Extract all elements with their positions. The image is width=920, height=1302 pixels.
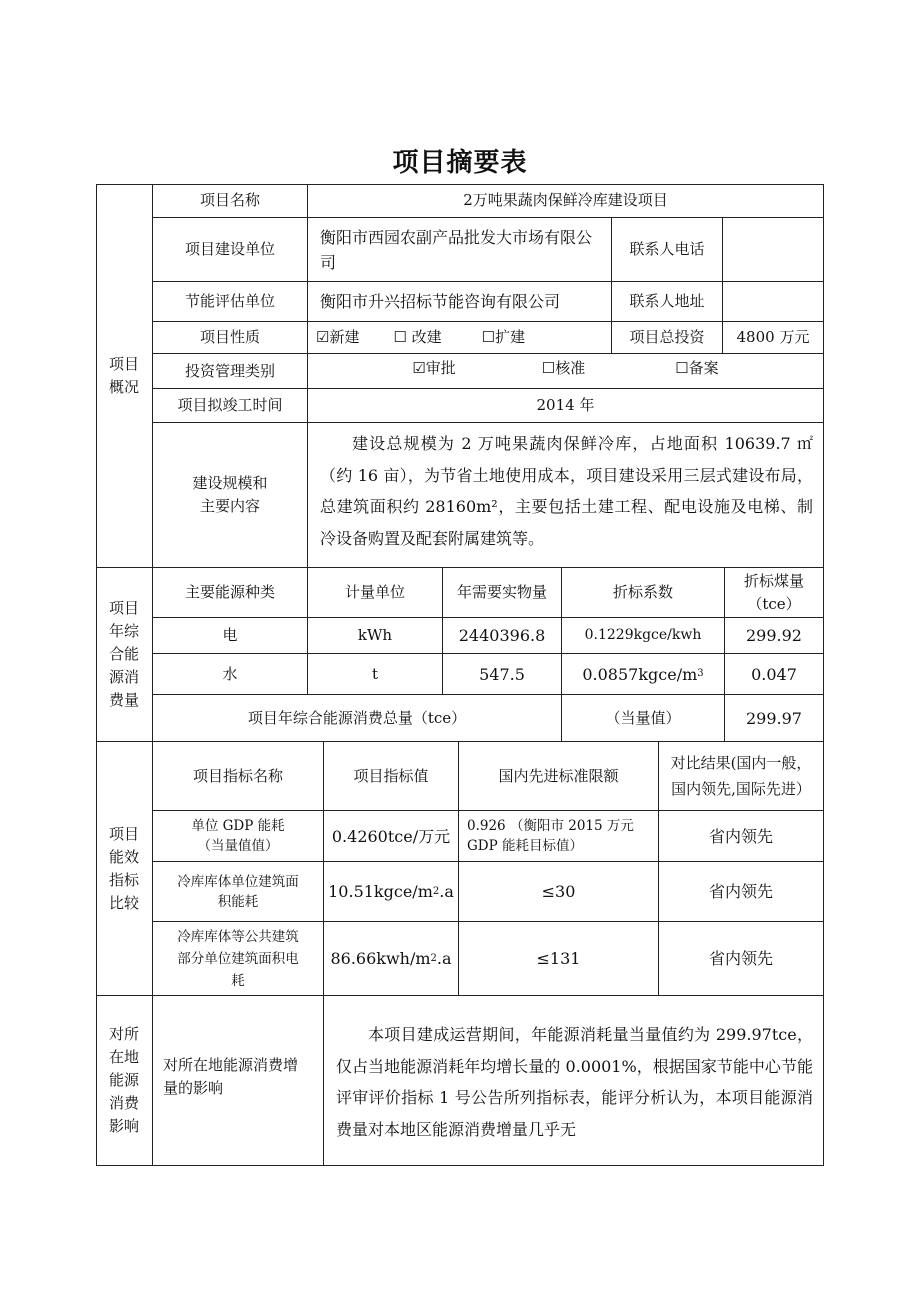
indicator-header-result: 对比结果(国内一般， 国内领先,国际先进） [659, 742, 824, 811]
energy-header-type: 主要能源种类 [153, 568, 308, 618]
indicator-row-result: 省内领先 [659, 862, 824, 922]
energy-header-factor: 折标系数 [562, 568, 725, 618]
invest-type-options [308, 354, 824, 389]
indicator-row-value: 0.4260tce/万元 [324, 811, 459, 862]
energy-row-coal: 299.92 [725, 618, 824, 654]
contact-phone-value [723, 218, 824, 282]
energy-row-type: 电 [153, 618, 308, 654]
section-overview-label: 项目概况 [96, 184, 153, 568]
indicator-row-result: 省内领先 [659, 811, 824, 862]
indicator-header-name: 项目指标名称 [153, 742, 324, 811]
indicator-header-value: 项目指标值 [324, 742, 459, 811]
indicator-row-name: 冷库库体等公共建筑 部分单位建筑面积电 耗 [153, 922, 324, 996]
energy-row-unit: t [308, 654, 443, 695]
checkbox-rebuild: ☐ 改建 [393, 328, 442, 346]
indicator-row-limit: ≤131 [459, 922, 659, 996]
energy-header-unit: 计量单位 [308, 568, 443, 618]
indicator-row-limit: 0.926 （衡阳市 2015 万元 GDP 能耗目标值） [459, 811, 659, 862]
impact-content: 本项目建成运营期间，年能源消耗量当量值约为 299.97tce，仅占当地能源消耗年均增长量的 0.0001%，根据国家节能中心节能评审评价指标 1 号公告所列指标表，能评分析认为，本项目能源消费量对本地区能源消费增量几乎无 [324, 996, 824, 1166]
indicator-row-value: 86.66kwh/m 2 .a [324, 922, 459, 996]
project-name-value: 2万吨果蔬肉保鲜冷库建设项目 [308, 184, 824, 218]
page-title: 项目摘要表 [392, 148, 528, 178]
builder-label: 项目建设单位 [153, 218, 308, 282]
energy-row-quantity: 2440396.8 [443, 618, 562, 654]
energy-row-unit: kWh [308, 618, 443, 654]
indicator-row-name: 冷库库体单位建筑面 积能耗 [153, 862, 324, 922]
energy-total-note: （当量值） [562, 695, 725, 742]
energy-row-quantity: 547.5 [443, 654, 562, 695]
scale-label: 建设规模和 主要内容 [153, 423, 308, 568]
energy-header-coal: 折标煤量 （tce） [725, 568, 824, 618]
total-investment-label: 项目总投资 [612, 322, 723, 354]
section-energy-label: 项目年综合能源消费量 [96, 568, 153, 742]
checkbox-approval: ☑审批 [412, 359, 456, 377]
builder-value: 衡阳市西园农副产品批发大市场有限公司 [308, 218, 612, 282]
checkbox-record: ☐备案 [675, 359, 719, 377]
indicator-row-name: 单位 GDP 能耗 （当量值值） [153, 811, 324, 862]
invest-type-label: 投资管理类别 [153, 354, 308, 389]
energy-row-factor: 0.0857kgce/m 3 [562, 654, 725, 695]
energy-total-value: 299.97 [725, 695, 824, 742]
energy-row-factor: 0.1229kgce/kwh [562, 618, 725, 654]
project-name-label: 项目名称 [153, 184, 308, 218]
scale-content: 建设总规模为 2 万吨果蔬肉保鲜冷库，占地面积 10639.7 ㎡（约 16 亩），为节省土地使用成本，项目建设采用三层式建设布局，总建筑面积约 28160m²，主要包括土建工程、配电设施及电梯、制冷设备购置及配套附属建筑等。 [308, 423, 824, 568]
contact-phone-label: 联系人电话 [612, 218, 723, 282]
completion-label: 项目拟竣工时间 [153, 389, 308, 423]
contact-address-label: 联系人地址 [612, 282, 723, 322]
contact-address-value [723, 282, 824, 322]
completion-value: 2014 年 [308, 389, 824, 423]
assessor-value: 衡阳市升兴招标节能咨询有限公司 [308, 282, 612, 322]
indicator-header-limit: 国内先进标准限额 [459, 742, 659, 811]
indicator-row-value: 10.51kgce/m 2 .a [324, 862, 459, 922]
nature-label: 项目性质 [153, 322, 308, 354]
indicator-row-result: 省内领先 [659, 922, 824, 996]
checkbox-new: ☑新建 [316, 328, 360, 346]
section-impact-label: 对所在地能源消费影响 [96, 996, 153, 1166]
checkbox-expand: ☐扩建 [481, 328, 526, 346]
energy-total-label: 项目年综合能源消费总量（tce） [153, 695, 562, 742]
impact-label: 对所在地能源消费增 量的影响 [153, 996, 324, 1166]
total-investment-value: 4800 万元 [723, 322, 824, 354]
energy-header-quantity: 年需要实物量 [443, 568, 562, 618]
nature-options [308, 322, 612, 354]
indicator-row-limit: ≤30 [459, 862, 659, 922]
energy-row-type: 水 [153, 654, 308, 695]
checkbox-verify: ☐核准 [541, 359, 586, 377]
section-indicators-label: 项目能效指标比较 [96, 742, 153, 996]
assessor-label: 节能评估单位 [153, 282, 308, 322]
energy-row-coal: 0.047 [725, 654, 824, 695]
